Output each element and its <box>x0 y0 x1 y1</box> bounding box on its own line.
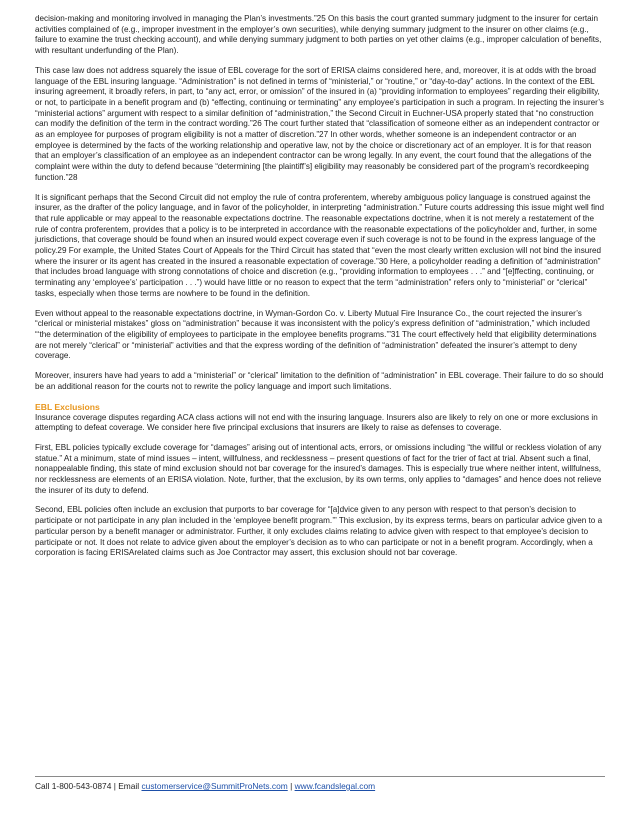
footer-email-label: Email <box>118 781 140 791</box>
footer-divider <box>35 776 605 777</box>
paragraph-2: This case law does not address squarely the issue of EBL coverage for the sort of ERISA claims considered here, and, moreover, it is at odds with the broad language of the EBL insuring language. “Administration” is not defined in terms of “ministerial,” or “routine,” or “day-to-day” actions. In the context of the EBL insuring agreement, it broadly refers, in part, to “any act, error, or omission” of the insured in (a) “providing information to employees” regarding their eligibility, or not, to participate in a benefit program and (b) “effecting, continuing or terminating” any employee’s participation in such a program. In rejecting the insurer’s “ministerial actions” argument with respect to a similar definition of “administration,” the Second Circuit in Euchner-USA properly stated that “no construction can modify the definition of the term in the contract wording.”26 The court further stated that “classification of someone either as an independent contractor or as an employee for purposes of program eligibility is not a matter of discretion.”27 In other words, whether someone is an independent contractor or an employee is determined by the facts of the working relationship and operative law, not by the choice or discretionary act of an employer. It is for that reason that an employer’s classification of an employee as an independent contractor can be wrong legally. In any event, the court found that the allegations of the complaint were within the duty to defend because “determining [the plaintiff’s] eligibility may reasonably be considered part of the program’s recordkeeping function.”28 <box>35 65 604 182</box>
paragraph-8: Second, EBL policies often include an exclusion that purports to bar coverage for “[a]dvice given to any person with respect to that person’s decision to participate or not participate in any plan included in the ‘employee benefit program.’” This exclusion, by its express terms, bears on particular advice given to a particular person by a benefit manager or administrator. Further, it only excludes claims relating to advice given with respect to that employee’s decision to participate or not. It does not relate to advice given about the employer’s decision as to who can participate or not in a benefit program. Accordingly, when a corporation is facing ERISArelated claims such as Joe Contractor may assert, this exclusion should not bar coverage. <box>35 505 603 558</box>
paragraph-7: First, EBL policies typically exclude coverage for “damages” arising out of intentional acts, errors, or omissions including “the willful or reckless violation of any statue.” At a minimum, state of mind issues – intent, willfulness, and recklessness – present questions of fact for the trier of fact at trial. Absent such a final, nonappealable finding, this state of mind exclusion should not bar coverage for the insured’s damages. This is especially true where neither intent, willfulness, nor recklessness are elements of an ERISA violation. Note, further, that the exclusion, by its own terms, only applies to “damages” and hence does not relieve the insurer of its duty to defend. <box>35 442 602 495</box>
paragraph-1: decision-making and monitoring involved in managing the Plan’s investments.”25 On this basis the court granted summary judgment to the insurer for certain activities complained of (e.g., improper investment in the employer’s own securities), while denying summary judgment to the insurer on other claims (e.g., failure to examine the trust checking account), and while denying summary judgment to both parties on yet other claims (e.g., improper calculation of benefits, with resultant underfunding of the Plan). <box>35 14 602 56</box>
paragraph-4: Even without appeal to the reasonable expectations doctrine, in Wyman-Gordon Co. v. Liberty Mutual Fire Insurance Co., the court rejected the insurer’s “clerical or ministerial mistakes” gloss on “administration” because it was inconsistent with the policy’s express definition of “administration,” which included “‘the determination of the eligibility of employees to participate in the employee benefits programs.’”31 The court effectively held that eligibility determinations are not merely “clerical” or “ministerial” activities and that the express wording of the definition of “administration” defeated the insurer’s attempt to deny coverage. <box>35 308 597 361</box>
section-heading-ebl-exclusions: EBL Exclusions <box>35 401 100 412</box>
paragraph-6: Insurance coverage disputes regarding ACA class actions will not end with the insuring language. Insurers also are likely to rely on one or more exclusions in attempting to defeat coverage. We consider here five principal exclusions that insurers are likely to raise as defenses to coverage. <box>35 412 598 433</box>
footer <box>35 781 375 791</box>
footer-separator: | <box>290 781 293 791</box>
paragraph-5: Moreover, insurers have had years to add a “ministerial” or “clerical” limitation to the definition of “administration” in EBL coverage. Their failure to do so should be an additional reason for the courts not to rewrite the policy language and import such limitations. <box>35 371 604 391</box>
footer-website-link[interactable]: www.fcandslegal.com <box>294 781 376 791</box>
footer-phone: Call 1-800-543-0874 <box>35 781 112 791</box>
footer-email-link[interactable]: customerservice@SummitProNets.com <box>141 781 288 791</box>
footer-separator: | <box>113 781 116 791</box>
paragraph-3: It is significant perhaps that the Second Circuit did not employ the rule of contra proferentem, whereby ambiguous policy language is construed against the insurer, as the drafter of the policy language, and in favor of the policyholder, in interpreting “administration.” Future courts addressing this issue might well find that rule applicable or may appeal to the reasonable expectations doctrine. The reasonable expectations doctrine, when it is not merely a restatement of the rule of contra proferentem, provides that a policy is to be interpreted in accordance with the reasonable expectations of the policyholder and, further, in some jurisdictions, that coverage should be found when an insured would expect coverage even if such coverage is not to be found in the express language of the policy.29 For example, the United States Court of Appeals for the Third Circuit has stated that “even the most clearly written exclusion will not bind the insured where the insurer or its agent has created in the insured a reasonable expectation of coverage.”30 Here, a policyholder reading a definition of “administration” that includes broad language with strong connotations of choice and discretion (e.g., “providing information to employees . . .” and “[e]ffecting, continuing, or terminating any ‘employee’s’ participation . . .”) would have little or no reason to expect that the term “administration” refers only to “ministerial” or “clerical” tasks, especially when those terms are nowhere to be found in the definition. <box>35 192 605 298</box>
document-body <box>35 14 605 568</box>
